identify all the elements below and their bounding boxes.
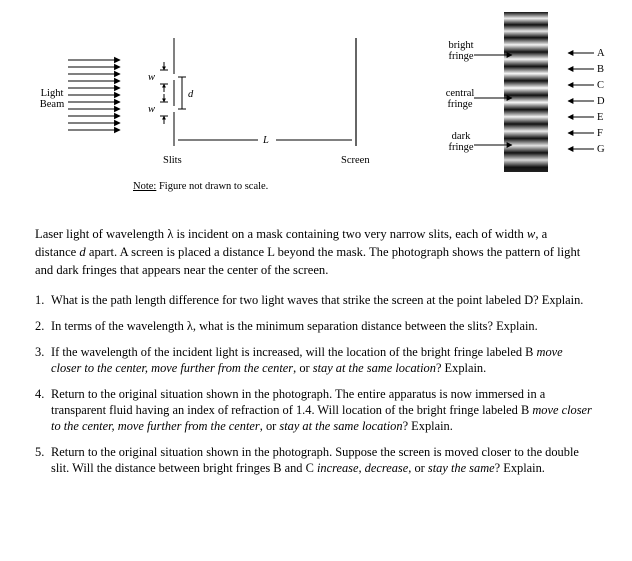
question-5 (35, 444, 595, 476)
note-text: Figure not drawn to scale. (156, 181, 269, 192)
bright-fringe-label (444, 40, 478, 62)
question-text: ? Explain. (435, 361, 487, 375)
question-option: move closer to the center, move further from the center (51, 345, 563, 375)
fringe-letter-a: A (597, 48, 605, 59)
bright-fringe-line1: bright (448, 40, 474, 51)
intro-text-1: Laser light of wavelength λ is incident on a mask containing two very narrow slits, each of width (35, 227, 527, 241)
light-beam-arrows (68, 60, 120, 130)
question-1 (35, 292, 595, 308)
distance-label: L (263, 135, 269, 146)
fringe-letter-e: E (597, 112, 604, 123)
intro-var-d: d (79, 245, 86, 259)
bright-fringe-line2: fringe (448, 51, 474, 62)
question-option: stay at the same location (279, 419, 403, 433)
central-fringe-line2: fringe (447, 99, 473, 110)
question-list (35, 292, 595, 486)
question-text: , or (293, 361, 313, 375)
intro-var-w: w (526, 227, 536, 241)
question-4 (35, 386, 595, 434)
fringe-letter-c: C (597, 80, 605, 91)
question-option: stay at the same location (312, 361, 436, 375)
question-number: 2. (35, 319, 45, 333)
question-option: increase, decrease (316, 461, 409, 475)
light-beam-label-line2: Beam (39, 99, 65, 110)
double-slit-diagram (0, 0, 632, 200)
question-text: Return to the original situation shown in the photograph. Suppose the screen is moved closer to the double slit. Will the distance between bright fringes B and C (51, 445, 579, 475)
question-text: , or (408, 461, 428, 475)
question-option: move closer to the center, move further from the center (51, 403, 592, 433)
figure-note (133, 181, 268, 192)
question-number: 4. (35, 387, 45, 401)
intro-text-2: , a distance (35, 227, 548, 259)
light-beam-label (37, 88, 67, 110)
question-text: , or (259, 419, 280, 433)
screen-label: Screen (341, 155, 370, 166)
question-number: 1. (35, 293, 45, 307)
question-2 (35, 318, 595, 334)
fringe-letter-g: G (597, 144, 605, 155)
question-text: In terms of the wavelength λ, what is the minimum separation distance between the slits? Explain. (51, 319, 538, 333)
slit-width-label-bottom: w (148, 104, 156, 115)
fringe-letter-b: B (597, 64, 605, 75)
fringe-photograph (504, 12, 548, 172)
slit-width-label-top: w (148, 72, 156, 83)
fringe-letter-f: F (597, 128, 603, 139)
question-text: Return to the original situation shown in the photograph. The entire apparatus is now immersed in a transparent fluid having an index of refraction of 1.4. Will location of the bright fringe labeled B (51, 387, 546, 417)
slit-mask (160, 38, 186, 146)
question-number: 3. (35, 345, 45, 359)
question-number: 5. (35, 445, 45, 459)
question-text: What is the path length difference for two light waves that strike the screen at the point labeled D? Explain. (51, 293, 584, 307)
intro-paragraph (35, 225, 583, 279)
central-fringe-label (442, 88, 478, 110)
question-3 (35, 344, 595, 376)
slits-label: Slits (163, 155, 182, 166)
central-fringe-line1: central (445, 88, 475, 99)
dark-fringe-label (444, 131, 478, 153)
fringe-letter-arrows (568, 53, 594, 149)
question-option: stay the same (427, 461, 495, 475)
dark-fringe-line2: fringe (448, 142, 474, 153)
slit-separation-label: d (188, 89, 194, 100)
light-beam-label-line1: Light (40, 88, 64, 99)
question-text: ? Explain. (494, 461, 545, 475)
dark-fringe-line1: dark (451, 131, 471, 142)
question-text: ? Explain. (402, 419, 453, 433)
note-prefix: Note: (133, 181, 157, 192)
question-text: If the wavelength of the incident light is increased, will the location of the bright fringe labeled B (51, 345, 537, 359)
intro-text-3: apart. A screen is placed a distance L beyond the mask. The photograph shows the pattern of light and dark fringes that appears near the center of the screen. (35, 245, 581, 277)
fringe-letter-d: D (597, 96, 605, 107)
